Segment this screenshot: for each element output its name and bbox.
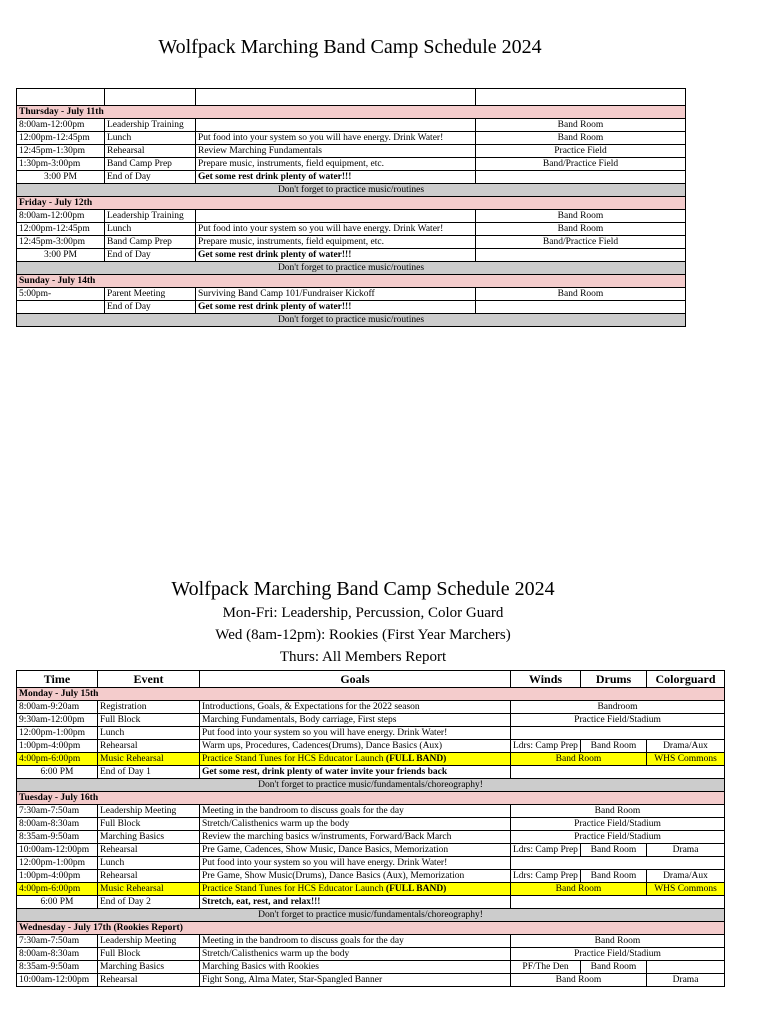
- col-event: Event: [98, 671, 200, 688]
- table-row: 7:30am-7:50am Leadership Meeting Meeting in the bandroom to discuss goals for the day Band Room: [17, 805, 725, 818]
- table-row: 12:00pm-12:45pm Lunch Put food into your system so you will have energy. Drink Water! Band Room: [17, 132, 686, 145]
- reminder-row: Don't forget to practice music/fundamentals/choreography!: [17, 779, 725, 792]
- table-row: 12:45pm-3:00pm Band Camp Prep Prepare music, instruments, field equipment, etc. Band/Practice Field: [17, 236, 686, 249]
- table-row: 12:00pm-12:45pm Lunch Put food into your system so you will have energy. Drink Water! Band Room: [17, 223, 686, 236]
- table-row: 3:00 PM End of Day Get some rest drink plenty of water!!!: [17, 171, 686, 184]
- table-row: 6:00 PM End of Day 2 Stretch, eat, rest, and relax!!!: [17, 896, 725, 909]
- table-row: 8:35am-9:50am Marching Basics Review the marching basics w/instruments, Forward/Back March Practice Field/Stadium: [17, 831, 725, 844]
- table-row: 9:30am-12:00pm Full Block Marching Fundamentals, Body carriage, First steps Practice Field/Stadium: [17, 714, 725, 727]
- reminder-row: Don't forget to practice music/routines: [17, 314, 686, 327]
- day-header-sunday: Sunday - July 14th: [17, 275, 686, 288]
- day-header-friday: Friday - July 12th: [17, 197, 686, 210]
- table-row: 1:00pm-4:00pm Rehearsal Pre Game, Show Music(Drums), Dance Basics (Aux), Memorization Ldrs: Camp Prep Band Room Drama/Aux: [17, 870, 725, 883]
- table-row: 7:30am-7:50am Leadership Meeting Meeting in the bandroom to discuss goals for the day Band Room: [17, 935, 725, 948]
- table-row: 8:00am-8:30am Full Block Stretch/Calisthenics warm up the body Practice Field/Stadium: [17, 818, 725, 831]
- subtitle-thurs: Thurs: All Members Report: [279, 649, 447, 665]
- col-time: Time: [17, 671, 98, 688]
- table-row: 8:00am-9:20am Registration Introductions, Goals, & Expectations for the 2022 season Bandroom: [17, 701, 725, 714]
- table-row: 1:30pm-3:00pm Band Camp Prep Prepare music, instruments, field equipment, etc. Band/Practice Field: [17, 158, 686, 171]
- subtitle-wed: Wed (8am-12pm): Rookies (First Year Marchers): [215, 627, 511, 643]
- table-row: 10:00am-12:00pm Rehearsal Pre Game, Cadences, Show Music, Dance Basics, Memorization Ldrs: Camp Prep Band Room Drama: [17, 844, 725, 857]
- reminder-row: Don't forget to practice music/routines: [17, 262, 686, 275]
- day-header-tuesday: Tuesday - July 16th: [17, 792, 725, 805]
- table-row: 8:00am-12:00pm Leadership Training Band Room: [17, 119, 686, 132]
- table-row-highlight: 4:00pm-6:00pm Music Rehearsal Practice Stand Tunes for HCS Educator Launch (FULL BAND) Band Room WHS Commons: [17, 753, 725, 766]
- day-header-monday: Monday - July 15th: [17, 688, 725, 701]
- column-header-row: [17, 671, 725, 688]
- subtitle-mon-fri: Mon-Fri: Leadership, Percussion, Color Guard: [222, 605, 504, 621]
- page-title: Wolfpack Marching Band Camp Schedule 2024: [158, 36, 542, 58]
- table-row: 3:00 PM End of Day Get some rest drink plenty of water!!!: [17, 249, 686, 262]
- section-2-heading: [0, 576, 726, 668]
- table-row: 1:00pm-4:00pm Rehearsal Warm ups, Procedures, Cadences(Drums), Dance Basics (Aux) Ldrs: Camp Prep Band Room Drama/Aux: [17, 740, 725, 753]
- schedule-table-1: [16, 88, 686, 327]
- day-header-thursday: Thursday - July 11th: [17, 106, 686, 119]
- col-goals: Goals: [200, 671, 511, 688]
- day-header-wednesday: Wednesday - July 17th (Rookies Report): [17, 922, 725, 935]
- reminder-row: Don't forget to practice music/fundamentals/choreography!: [17, 909, 725, 922]
- table-row: 12:00pm-1:00pm Lunch Put food into your system so you will have energy. Drink Water!: [17, 857, 725, 870]
- col-colorguard: Colorguard: [647, 671, 725, 688]
- table-row: 12:45pm-1:30pm Rehearsal Review Marching Fundamentals Practice Field: [17, 145, 686, 158]
- table-row: 8:00am-12:00pm Leadership Training Band Room: [17, 210, 686, 223]
- col-drums: Drums: [581, 671, 647, 688]
- table-row: 8:00am-8:30am Full Block Stretch/Calisthenics warm up the body Practice Field/Stadium: [17, 948, 725, 961]
- schedule-table-2: [16, 670, 725, 987]
- section-2-title: Wolfpack Marching Band Camp Schedule 2024: [171, 578, 555, 600]
- table-row: 6:00 PM End of Day 1 Get some rest, drink plenty of water invite your friends back: [17, 766, 725, 779]
- table-row: 8:35am-9:50am Marching Basics Marching Basics with Rookies PF/The Den Band Room: [17, 961, 725, 974]
- table-row: 12:00pm-1:00pm Lunch Put food into your system so you will have energy. Drink Water!: [17, 727, 725, 740]
- blank-header-row: [17, 89, 686, 106]
- table-row: 10:00am-12:00pm Rehearsal Fight Song, Alma Mater, Star-Spangled Banner Band Room Drama: [17, 974, 725, 987]
- reminder-row: Don't forget to practice music/routines: [17, 184, 686, 197]
- col-winds: Winds: [511, 671, 581, 688]
- table-row: End of Day Get some rest drink plenty of water!!!: [17, 301, 686, 314]
- table-row: 5:00pm- Parent Meeting Surviving Band Camp 101/Fundraiser Kickoff Band Room: [17, 288, 686, 301]
- table-row-highlight: 4:00pm-6:00pm Music Rehearsal Practice Stand Tunes for HCS Educator Launch (FULL BAND) Band Room WHS Commons: [17, 883, 725, 896]
